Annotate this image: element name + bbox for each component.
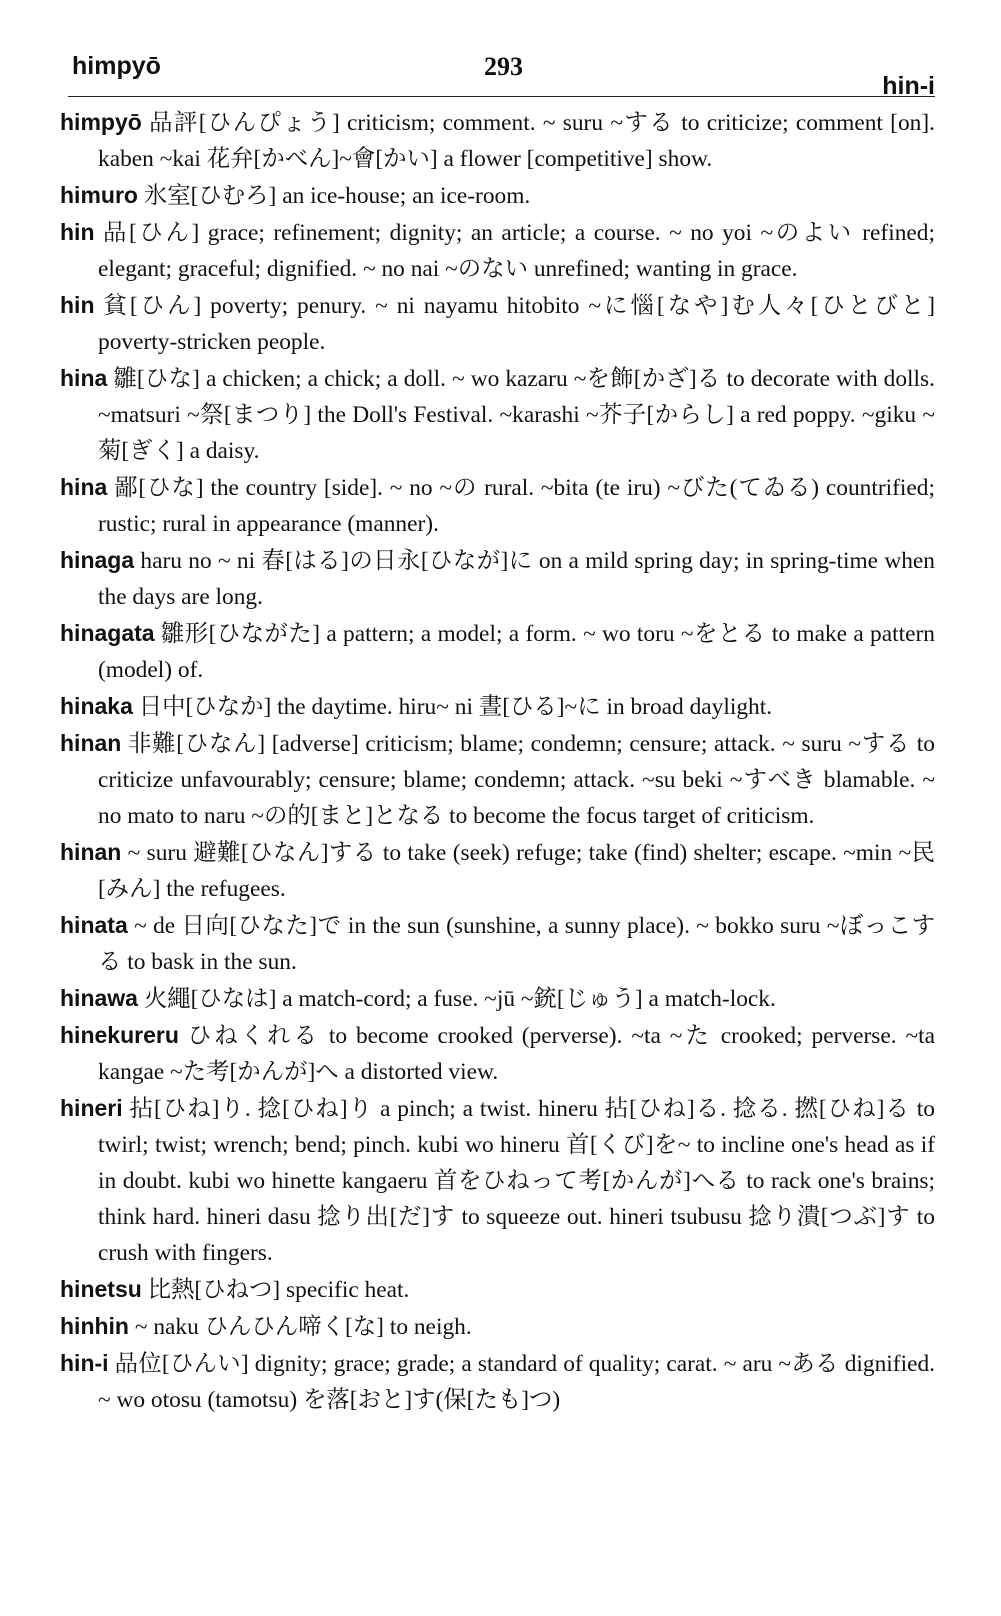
entry-headword: hin-i: [60, 1350, 109, 1376]
dictionary-entry: [60, 177, 935, 214]
entry-headword: hinhin: [60, 1313, 129, 1339]
dictionary-entry: [60, 725, 935, 834]
entry-definition: haru no ~ ni 春[はる]の日永[ひなが]に on a mild spring day; in spring-time when the days are long.: [98, 548, 935, 610]
entry-headword: hineri: [60, 1095, 123, 1121]
entry-definition: 貧[ひん] poverty; penury. ~ ni nayamu hitobito ~に惱[なや]む人々[ひとびと] poverty-stricken people.: [98, 293, 935, 355]
entry-headword: hinaga: [60, 547, 135, 573]
dictionary-entry: [60, 1345, 935, 1418]
entry-definition: 比熱[ひねつ] specific heat.: [147, 1277, 410, 1303]
entry-headword: hin: [60, 219, 95, 245]
entry-headword: himpyō: [60, 109, 142, 135]
entry-headword: hina: [60, 365, 108, 391]
entry-definition: ~ suru 避難[ひなん]する to take (seek) refuge; take (find) shelter; escape. ~min ~民[みん] the refugees.: [98, 840, 935, 902]
entry-definition: 非難[ひなん] [adverse] criticism; blame; condemn; censure; attack. ~ suru ~する to criticize unfavourably; censure; blame; condemn; attack. ~su beki ~すべき blamable. ~ no mato to naru ~の的[まと]となる to become the focus target of criticism.: [98, 731, 935, 829]
entry-headword: hina: [60, 474, 108, 500]
entry-list: [60, 104, 935, 1418]
dictionary-entry: [60, 980, 935, 1017]
dictionary-entry: [60, 1090, 935, 1271]
dictionary-entry: [60, 360, 935, 469]
dictionary-entry: [60, 907, 935, 980]
entry-definition: 雛形[ひながた] a pattern; a model; a form. ~ wo toru ~をとる to make a pattern (model) of.: [98, 621, 935, 683]
page-header: [72, 52, 935, 100]
entry-headword: hinetsu: [60, 1276, 142, 1302]
entry-definition: 氷室[ひむろ] an ice-house; an ice-room.: [143, 183, 531, 209]
header-rule: [68, 96, 935, 97]
dictionary-entry: [60, 1308, 935, 1345]
dictionary-entry: [60, 1271, 935, 1308]
dictionary-entry: [60, 287, 935, 360]
dictionary-entry: [60, 1017, 935, 1090]
dictionary-entry: [60, 104, 935, 177]
entry-headword: hinekureru: [60, 1022, 179, 1048]
entry-definition: 拈[ひね]り. 捻[ひね]り a pinch; a twist. hineru 拈[ひね]る. 捻る. 撚[ひね]る to twirl; twist; wrench; bend; pinch. kubi wo hineru 首[くび]を~ to incline one's head as if in doubt. kubi wo hinette kangaeru 首をひねって考[かんが]へる to rack one's brains; think hard. hineri dasu 捻り出[だ]す to squeeze out. hineri tsubusu 捻り潰[つぶ]す to crush with fingers.: [98, 1096, 935, 1266]
header-right-guide-word: hin-i: [882, 72, 935, 100]
entry-headword: hin: [60, 292, 95, 318]
entry-headword: himuro: [60, 182, 138, 208]
entry-definition: 火繩[ひなは] a match-cord; a fuse. ~jū ~銃[じゅう] a match-lock.: [143, 986, 776, 1012]
entry-headword: hinata: [60, 912, 128, 938]
entry-definition: ~ de 日向[ひなた]で in the sun (sunshine, a sunny place). ~ bokko suru ~ぼっこする to bask in the sun.: [98, 913, 935, 975]
entry-definition: 雛[ひな] a chicken; a chick; a doll. ~ wo kazaru ~を飾[かざ]る to decorate with dolls. ~matsuri ~祭[まつり] the Doll's Festival. ~karashi ~芥子[からし] a red poppy. ~giku ~菊[ぎく] a daisy.: [98, 366, 935, 464]
header-left-guide-word: himpyō: [72, 52, 161, 80]
dictionary-entry: [60, 688, 935, 725]
entry-definition: 品[ひん] grace; refinement; dignity; an article; a course. ~ no yoi ~のよい refined; elegant; graceful; dignified. ~ no nai ~のない unrefined; wanting in grace.: [98, 220, 935, 282]
entry-headword: hinaka: [60, 693, 133, 719]
entry-definition: 鄙[ひな] the country [side]. ~ no ~の rural. ~bita (te iru) ~びた(てゐる) countrified; rustic; rural in appearance (manner).: [98, 475, 935, 537]
entry-headword: hinagata: [60, 620, 155, 646]
dictionary-entry: [60, 615, 935, 688]
entry-headword: hinawa: [60, 985, 138, 1011]
entry-headword: hinan: [60, 730, 122, 756]
dictionary-entry: [60, 834, 935, 907]
entry-definition: 品位[ひんい] dignity; grace; grade; a standard of quality; carat. ~ aru ~ある dignified. ~ wo otosu (tamotsu) を落[おと]す(保[たも]つ): [98, 1351, 936, 1413]
dictionary-entry: [60, 542, 935, 615]
dictionary-entry: [60, 214, 935, 287]
entry-definition: 日中[ひなか] the daytime. hiru~ ni 晝[ひる]~に in broad daylight.: [138, 694, 773, 720]
entry-definition: 品評[ひんぴょう] criticism; comment. ~ suru ~する to criticize; comment [on]. kaben ~kai 花弁[かべん]~會[かい] a flower [competitive] show.: [98, 110, 935, 172]
entry-definition: ~ naku ひんひん啼く[な] to neigh.: [134, 1314, 472, 1340]
entry-definition: ひねくれる to become crooked (perverse). ~ta ~た crooked; perverse. ~ta kangae ~た考[かんが]へ a distorted view.: [98, 1023, 935, 1085]
page-number: 293: [484, 52, 523, 81]
entry-headword: hinan: [60, 839, 122, 865]
dictionary-entry: [60, 469, 935, 542]
